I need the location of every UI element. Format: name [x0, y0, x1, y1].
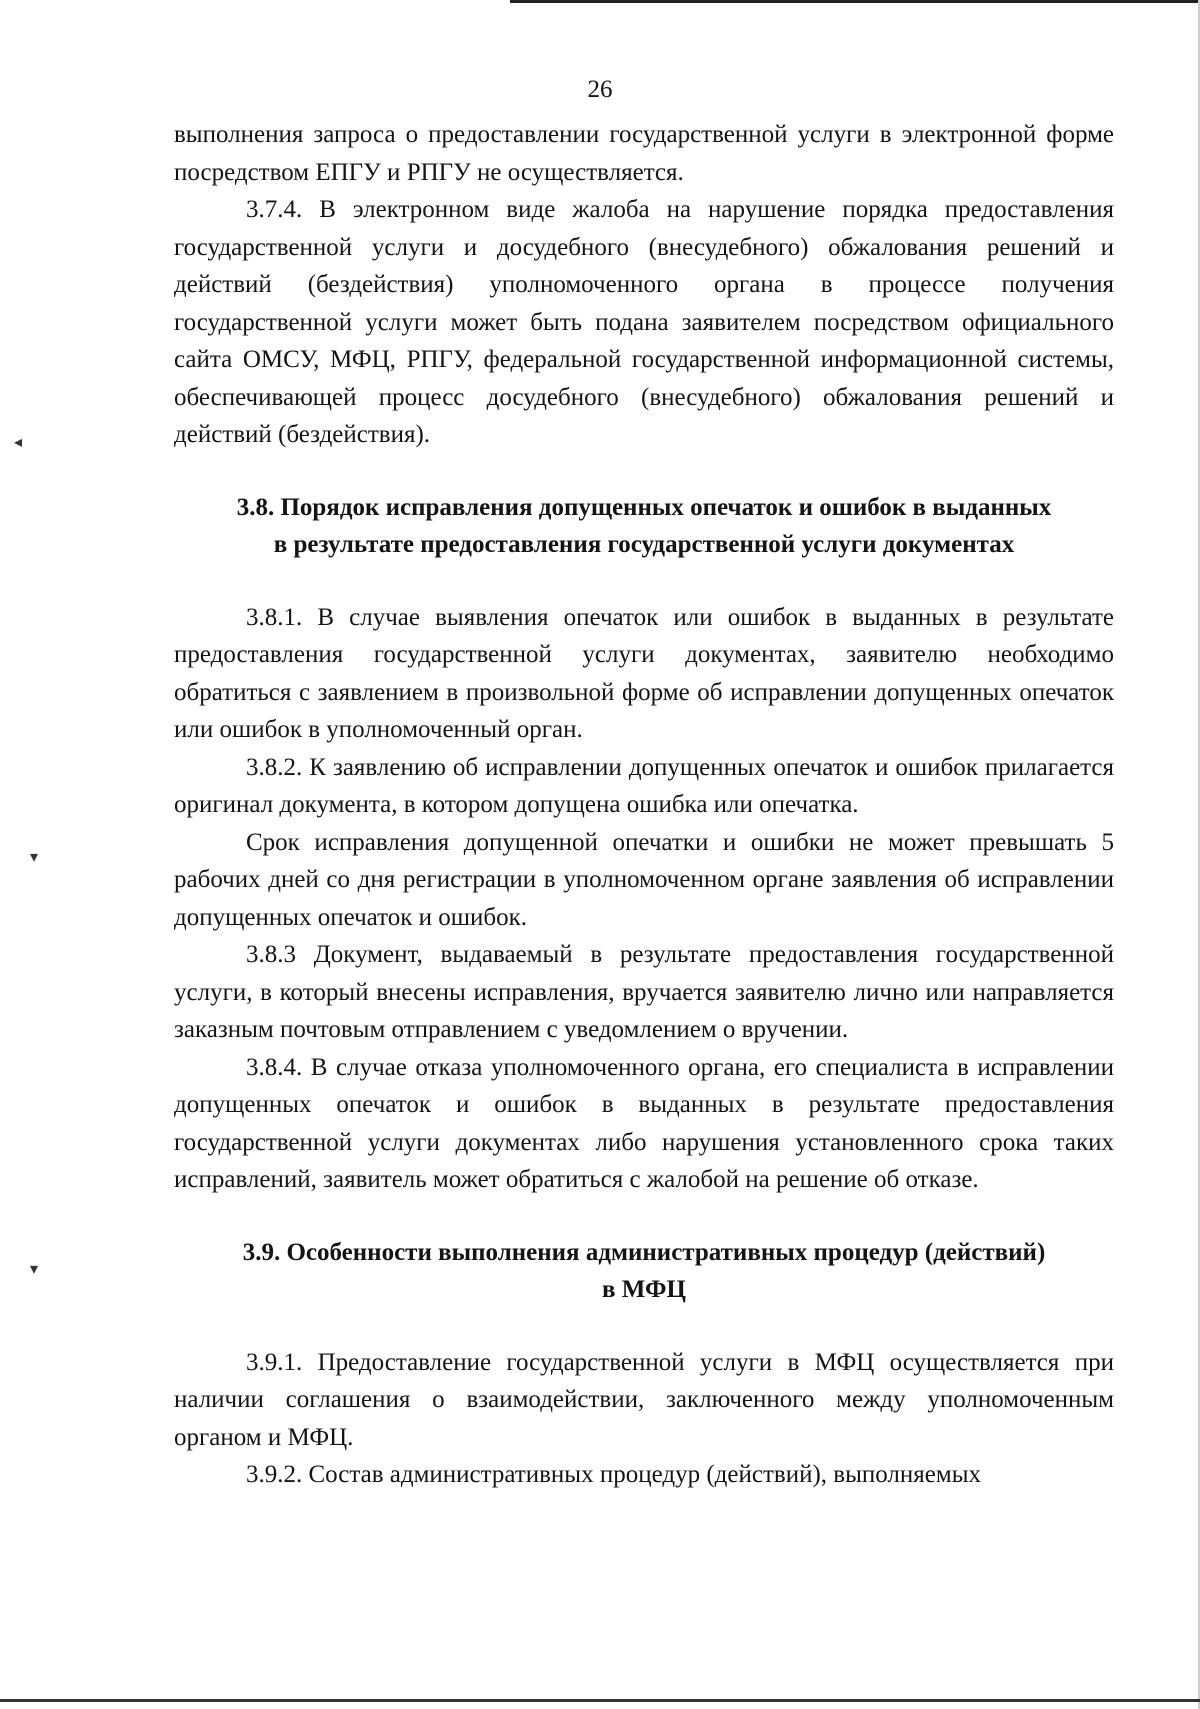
paragraph-3-9-2: 3.9.2. Состав административных процедур (действий), выполняемых	[246, 1461, 981, 1488]
paragraph-deadline: Срок исправления допущенной опечатки и ошибки не может превышать 5 рабочих дней со дня регистрации в уполномоченном органе заявления об исправлении допущенных опечаток и ошибок.	[174, 828, 1114, 931]
paragraph-3-8-4: 3.8.4. В случае отказа уполномоченного органа, его специалиста в исправлении допущенных опечаток и ошибок в выданных в результате предоставления государственной услуги документах либо нарушения установленного срока таких исправлений, заявитель может обратиться с жалобой на решение об отказе.	[174, 1053, 1114, 1193]
paragraph-3-9-1: 3.9.1. Предоставление государственной услуги в МФЦ осуществляется при наличии соглашения о взаимодействии, заключенного между уполномоченным органом и МФЦ.	[174, 1348, 1114, 1451]
scan-mark-icon: ◂	[14, 432, 23, 451]
paragraph-3-8-2: 3.8.2. К заявлению об исправлении допущенных опечаток и ошибок прилагается оригинал документа, в котором допущена ошибка или опечатка.	[174, 753, 1114, 818]
heading-line: 3.9. Особенности выполнения административных процедур (действий)	[242, 1238, 1046, 1266]
section-heading-3-8	[174, 489, 1114, 564]
scan-mark-icon: ▾	[30, 847, 39, 866]
bottom-border-line	[0, 1699, 1200, 1702]
page-number: 26	[587, 76, 613, 103]
section-heading-3-9	[174, 1234, 1114, 1309]
paragraph: выполнения запроса о предоставлении государственной услуги в электронной форме посредством ЕПГУ и РПГУ не осуществляется.	[174, 121, 1114, 186]
document-body	[174, 116, 1114, 1494]
heading-line: 3.8. Порядок исправления допущенных опечаток и ошибок в выданных	[236, 493, 1052, 521]
paragraph-3-8-3: 3.8.3 Документ, выдаваемый в результате предоставления государственной услуги, в который внесены исправления, вручается заявителю лично или направляется заказным почтовым отправлением с уведомлением о вручении.	[174, 941, 1114, 1043]
heading-line: в результате предоставления государственной услуги документах	[273, 531, 1015, 558]
top-border-line	[510, 0, 1200, 3]
heading-line: в МФЦ	[602, 1276, 686, 1303]
paragraph-3-7-4: 3.7.4. В электронном виде жалоба на нарушение порядка предоставления государственной услуги и досудебного (внесудебного) обжалования решений и действий (бездействия) уполномоченного органа в процессе получения государственной услуги может быть подана заявителем посредством официального сайта ОМСУ, МФЦ, РПГУ, федеральной государственной информационной системы, обеспечивающей процесс досудебного (внесудебного) обжалования решений и действий (бездействия).	[174, 196, 1114, 448]
scan-mark-icon: ▾	[30, 1259, 39, 1278]
paragraph-3-8-1: 3.8.1. В случае выявления опечаток или ошибок в выданных в результате предоставления государственной услуги документах, заявителю необходимо обратиться с заявлением в произвольной форме об исправлении допущенных опечаток или ошибок в уполномоченный орган.	[174, 603, 1114, 743]
